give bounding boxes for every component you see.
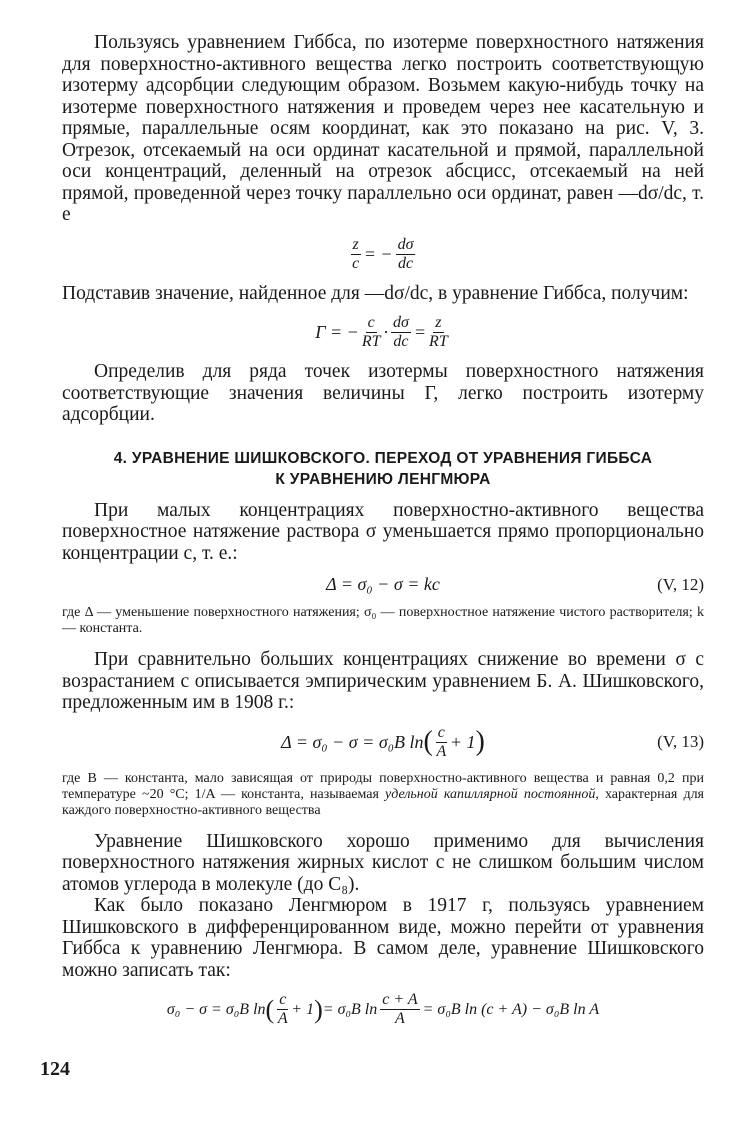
eq-sign: = − [363, 243, 393, 264]
frac-num: dσ [393, 314, 409, 331]
paragraph-applicability: Уравнение Шишковского хорошо применимо для вычисления поверхностного натяжения жирных кислот с не слишком большим числом атомов углерода в молекуле (до C₈). [62, 830, 704, 895]
paragraph-gibbs-isotherm: Пользуясь уравнением Гиббса, по изотерме поверхностного натяжения для поверхностно-активного вещества легко построить соответствующую изотерму адсорбции следующим образом. Возьмем какую-нибудь точку на изотерме поверхностного натяжения и проведем через нее касательную и прямые, параллельные осям координат, как это показано на рис. V, 3. Отрезок, отсекаемый на оси ординат касательной и прямой, параллельной оси концентраций, деленный на отрезок абсцисс, отсекаемый на ней прямой, проведенной через точку параллельно оси ординат, равен —dσ/dc, т. е [62, 32, 704, 225]
eq-text: Δ = σ₀ − σ = kc [326, 574, 440, 594]
frac-num: c + A [382, 991, 418, 1008]
frac-den: A [277, 1010, 288, 1027]
eq-lhs: Γ = − [315, 322, 359, 342]
equation-shishkovsky-expanded [62, 991, 704, 1028]
note-term: удельной капиллярной постоянной [385, 786, 596, 802]
frac-den: RT [429, 333, 448, 350]
frac-num: z [435, 314, 442, 331]
equation-number: (V, 13) [657, 732, 704, 751]
page-number: 124 [40, 1058, 70, 1080]
equation-number: (V, 12) [657, 574, 704, 594]
note-text: , характерная для каждого поверхностно-активного вещества [62, 786, 704, 818]
frac-den: A [395, 1010, 405, 1027]
eq-tail: + 1 [449, 731, 476, 752]
equation-v13 [62, 724, 704, 761]
frac-den: dc [397, 254, 414, 272]
eq-part: = σ₀B ln (c + A) − σ₀B ln A [422, 1000, 600, 1018]
paragraph-low-concentration: При малых концентрациях поверхностно-активного вещества поверхностное натяжение раствора σ уменьшается прямо пропорционально концентрации c, т. е.: [62, 499, 704, 564]
frac-den: A [436, 742, 447, 760]
frac-num: z [352, 235, 359, 253]
frac-num: dσ [397, 235, 414, 253]
note-v12: где Δ — уменьшение поверхностного натяжения; σ₀ — поверхностное натяжение чистого растворителя; k — константа. [62, 605, 704, 636]
heading-line-2: К УРАВНЕНИЮ ЛЕНГМЮРА [275, 470, 491, 488]
eq-part: + 1 [291, 1000, 315, 1018]
heading-line-1: 4. УРАВНЕНИЕ ШИШКОВСКОГО. ПЕРЕХОД ОТ УРАВНЕНИЯ ГИББСА [113, 449, 653, 467]
eq-dot: · [383, 322, 388, 342]
paren-open: ( [423, 726, 433, 757]
eq-lhs: Δ = σ₀ − σ = σ₀B ln [281, 731, 424, 752]
paren-close: ) [314, 994, 323, 1024]
frac-num: c [437, 723, 445, 741]
frac-num: c [367, 314, 375, 331]
note-v13 [62, 771, 704, 819]
section-heading [62, 448, 704, 490]
paren-close: ) [475, 726, 485, 757]
note-text: где B — константа, мало зависящая от природы поверхностно-активного вещества и равная 0,2 при температуре ~20 °C; 1/A — константа, называемая [62, 770, 704, 802]
frac-num: c [279, 991, 287, 1008]
frac-den: dc [393, 333, 409, 350]
eq-part: = σ₀B ln [322, 1000, 378, 1018]
paragraph-langmuir: Как было показано Ленгмюром в 1917 г, пользуясь уравнением Шишковского в дифференцированном виде, можно перейти от уравнения Гиббса к уравнению Ленгмюра. В самом деле, уравнение Шишковского можно записать так: [62, 895, 704, 981]
paragraph-adsorption: Определив для ряда точек изотермы поверхностного натяжения соответствующие значения величины Γ, легко построить изотерму адсорбции. [62, 361, 704, 425]
eq-sign: = [413, 322, 427, 342]
equation-gamma [62, 314, 704, 351]
frac-den: c [352, 254, 360, 272]
eq-part: σ₀ − σ = σ₀B ln [166, 1000, 266, 1018]
paragraph-high-concentration: При сравнительно больших концентрациях снижение во времени σ с возрастанием c описывается эмпирическим уравнением Б. А. Шишковского, предложенным им в 1908 г.: [62, 649, 704, 713]
paragraph-substitute: Подставив значение, найденное для —dσ/dc, в уравнение Гиббса, получим: [62, 282, 689, 304]
frac-den: RT [361, 333, 381, 350]
equation-v12 [62, 574, 704, 595]
equation-z-over-c [62, 236, 704, 273]
paren-open: ( [265, 994, 275, 1024]
